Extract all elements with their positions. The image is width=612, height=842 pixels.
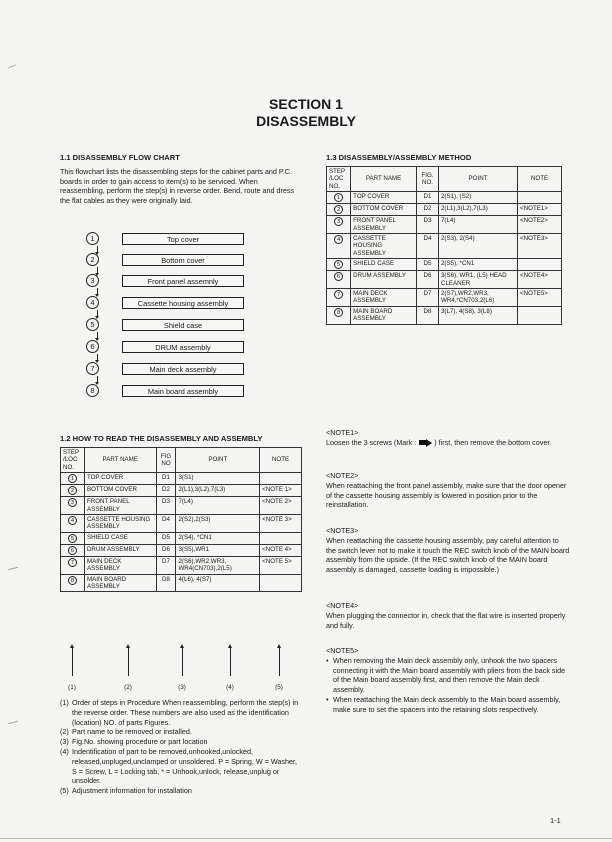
note-cell: <NOTE 1> xyxy=(260,485,302,497)
legend-item: (2) Part name to be removed or installed. xyxy=(60,727,192,737)
fig-cell: D5 xyxy=(156,532,176,544)
note-cell: <NOTE 3> xyxy=(260,515,302,533)
col-fig: FIG NO xyxy=(156,448,176,473)
scan-mark xyxy=(8,567,18,571)
part-name-cell: SHIELD CASE xyxy=(351,259,417,271)
flow-box-front-panel: Front panel assemnly xyxy=(122,275,244,287)
fig-cell: D6 xyxy=(417,271,439,289)
fig-cell: D8 xyxy=(156,574,176,592)
note-2-text: When reattaching the front panel assembly, make sure that the door opener of the cassette housing assembly is lowered in position prior to the reinstallation. xyxy=(326,480,567,510)
note-cell: <NOTE2> xyxy=(518,216,562,234)
part-name-cell: SHIELD CASE xyxy=(84,532,156,544)
pointer-label: (5) xyxy=(275,684,283,691)
flow-arrow-icon xyxy=(97,288,98,295)
part-name-cell: MAIN BOARD ASSEMBLY xyxy=(351,306,417,324)
fig-cell: D7 xyxy=(156,556,176,574)
point-cell: 3(S1) xyxy=(176,473,260,485)
fig-cell: D1 xyxy=(156,473,176,485)
note-1-text: Loosen the 3 screws (Mark : ) first, then remove the bottom cover. xyxy=(326,437,552,447)
legend-item: (1) Order of steps in Procedure When reassembling, perform the step(s) in the reverse order. These numbers are also used as the identification (location) NO. of parts Figures. xyxy=(60,698,299,727)
flow-step-3 xyxy=(86,274,256,288)
section-number: SECTION 1 xyxy=(269,96,343,112)
fig-cell: D5 xyxy=(417,259,439,271)
fig-cell: D6 xyxy=(156,544,176,556)
point-cell: 2(S7),WR2,WR3, WR4,*CN703,2(L6) xyxy=(438,289,517,307)
point-cell: 3(S5),WR1 xyxy=(176,544,260,556)
fig-cell: D2 xyxy=(156,485,176,497)
step-cell: 5 xyxy=(61,532,85,544)
note-cell xyxy=(260,473,302,485)
step-cell: 2 xyxy=(327,204,351,216)
pointer-label: (3) xyxy=(178,684,186,691)
note-5-bullet: • When removing the Main deck assembly only, unhook the two spacers connecting it with the Main board assembly with pliers from the back side of the Main board assembly first, and then remove the Main deck assembly. xyxy=(326,655,566,695)
col-part-name: PART NAME xyxy=(84,448,156,473)
step-cell: 1 xyxy=(327,192,351,204)
pointer-arrow-icon xyxy=(72,648,73,676)
note-4-text: When plugging the connector in, check that the flat wire is inserted properly and fully. xyxy=(326,610,566,630)
col-note: NOTE xyxy=(518,167,562,192)
flow-box-main-board: Main board assembly xyxy=(122,385,244,397)
note-2-title: <NOTE2> xyxy=(326,471,359,480)
part-name-cell: MAIN DECK ASSEMBLY xyxy=(351,289,417,307)
flow-step-4 xyxy=(86,296,256,310)
step-cell: 5 xyxy=(327,259,351,271)
flow-step-6 xyxy=(86,340,256,354)
note-3-text: When reattaching the cassette housing assembly, pay careful attention to the switch lever not to make it touch the REC switch knob of the MAIN board assembly from the upside. (If the REC switch knob of the MAIN board assembly is damaged, cassette loading is impossible.) xyxy=(326,535,570,575)
flow-arrow-icon xyxy=(97,332,98,339)
pointer-label: (4) xyxy=(226,684,234,691)
table-row xyxy=(327,216,562,234)
step-cell: 1 xyxy=(61,473,85,485)
step-cell: 8 xyxy=(61,574,85,592)
note-cell xyxy=(518,259,562,271)
scan-edge-line xyxy=(0,838,612,839)
flow-step-7 xyxy=(86,362,256,376)
pointer-arrow-icon xyxy=(128,648,129,676)
flow-step-1 xyxy=(86,232,256,246)
table-row xyxy=(327,192,562,204)
part-name-cell: TOP COVER xyxy=(351,192,417,204)
flow-box-drum: DRUM assembly xyxy=(122,341,244,353)
note-cell: <NOTE 5> xyxy=(260,556,302,574)
fig-cell: D4 xyxy=(156,515,176,533)
part-name-cell: CASSETTE HOUSING ASSEMBLY xyxy=(351,234,417,259)
col-fig: FIG. NO. xyxy=(417,167,439,192)
table-header-row xyxy=(61,448,302,473)
note-cell xyxy=(260,532,302,544)
fig-cell: D7 xyxy=(417,289,439,307)
table-row xyxy=(61,473,302,485)
part-name-cell: MAIN DECK ASSEMBLY xyxy=(84,556,156,574)
part-name-cell: MAIN BOARD ASSEMBLY xyxy=(84,574,156,592)
note-3 xyxy=(326,526,570,575)
part-name-cell: FRONT PANEL ASSEMBLY xyxy=(84,497,156,515)
table-row xyxy=(61,574,302,592)
part-name-cell: BOTTOM COVER xyxy=(351,204,417,216)
part-name-cell: CASSETTE HOUSING ASSEMBLY xyxy=(84,515,156,533)
flow-arrow-icon xyxy=(97,376,98,383)
step-number-circle: 7 xyxy=(86,362,99,375)
step-number-circle: 1 xyxy=(86,232,99,245)
note-cell: <NOTE 4> xyxy=(260,544,302,556)
flow-step-2 xyxy=(86,253,256,267)
col-part-name: PART NAME xyxy=(351,167,417,192)
table-row xyxy=(327,306,562,324)
part-name-cell: BOTTOM COVER xyxy=(84,485,156,497)
section-title: DISASSEMBLY xyxy=(256,113,356,129)
howto-table xyxy=(60,447,302,592)
step-number-circle: 3 xyxy=(86,274,99,287)
screw-mark-icon xyxy=(418,439,434,446)
flow-box-main-deck: Main deck assembly xyxy=(122,363,244,375)
pointer-label: (1) xyxy=(68,684,76,691)
fig-cell: D1 xyxy=(417,192,439,204)
part-name-cell: FRONT PANEL ASSEMBLY xyxy=(351,216,417,234)
flow-arrow-icon xyxy=(97,310,98,317)
step-cell: 7 xyxy=(61,556,85,574)
note-2 xyxy=(326,471,570,510)
table-row xyxy=(61,497,302,515)
pointer-arrow-icon xyxy=(230,648,231,676)
note-cell xyxy=(518,192,562,204)
scan-mark xyxy=(8,721,18,725)
table-row xyxy=(61,485,302,497)
table-row xyxy=(61,515,302,533)
note-cell: <NOTE5> xyxy=(518,289,562,307)
fig-cell: D3 xyxy=(417,216,439,234)
note-3-title: <NOTE3> xyxy=(326,526,359,535)
note-4 xyxy=(326,601,570,630)
col-note: NOTE xyxy=(260,448,302,473)
point-cell: 2(S5), *CN1 xyxy=(438,259,517,271)
table-row xyxy=(327,259,562,271)
step-number-circle: 4 xyxy=(86,296,99,309)
step-cell: 2 xyxy=(61,485,85,497)
step-cell: 6 xyxy=(327,271,351,289)
table-row xyxy=(327,234,562,259)
part-name-cell: DRUM ASSEMBLY xyxy=(84,544,156,556)
note-1-title: <NOTE1> xyxy=(326,428,359,437)
method-heading: 1.3 DISASSEMBLY/ASSEMBLY METHOD xyxy=(326,153,472,162)
table-row xyxy=(327,204,562,216)
flow-box-cassette-housing: Cassette housing assembly xyxy=(122,297,244,309)
note-cell: <NOTE4> xyxy=(518,271,562,289)
note-cell: <NOTE1> xyxy=(518,204,562,216)
flow-arrow-icon xyxy=(97,354,98,361)
col-step: STEP /LOC NO. xyxy=(327,167,351,192)
point-cell: 2(S2),2(S3) xyxy=(176,515,260,533)
pointer-arrow-icon xyxy=(182,648,183,676)
col-point: POINT xyxy=(438,167,517,192)
legend-item: (4) Indentification of part to be removed,unhooked,unlocked, released,unpluged,unclamped or unsoldered. P = Spring, W = Washer, S = Screw, L = Locking tab, * = Unhook,unlock, release,unplug or unsolder. xyxy=(60,746,297,786)
flowchart-intro: This flowchart lists the disassembling steps for the cabinet parts and P.C. boards in order to gain access to item(s) to be serviced. When reassembling, perform the step(s) in reverse order. Bend, route and dress the flat cables as they were originally laid. xyxy=(60,167,295,205)
fig-cell: D4 xyxy=(417,234,439,259)
flow-box-shield-case: Shield case xyxy=(122,319,244,331)
flow-arrow-icon xyxy=(97,246,98,253)
fig-cell: D2 xyxy=(417,204,439,216)
point-cell: 2(S1), (S2) xyxy=(438,192,517,204)
flow-box-bottom-cover: Bottom cover xyxy=(122,254,244,266)
step-cell: 3 xyxy=(61,497,85,515)
page-number: 1-1 xyxy=(550,816,561,825)
step-cell: 7 xyxy=(327,289,351,307)
col-step: STEP /LOC NO. xyxy=(61,448,85,473)
table-row xyxy=(327,289,562,307)
legend-list xyxy=(60,698,300,796)
note-cell: <NOTE 2> xyxy=(260,497,302,515)
point-cell: 2(L1),3(L2),7(L3) xyxy=(438,204,517,216)
table-row xyxy=(61,544,302,556)
point-cell: 4(L6), 4(S7) xyxy=(176,574,260,592)
point-cell: 3(S6), WR1, (L5) HEAD CLEANER xyxy=(438,271,517,289)
part-name-cell: DRUM ASSEMBLY xyxy=(351,271,417,289)
note-cell: <NOTE3> xyxy=(518,234,562,259)
col-point: POINT xyxy=(176,448,260,473)
table-row xyxy=(61,532,302,544)
table-row xyxy=(327,271,562,289)
step-number-circle: 6 xyxy=(86,340,99,353)
table-row xyxy=(61,556,302,574)
note-1 xyxy=(326,428,570,448)
point-cell: 2(S3), 2(S4) xyxy=(438,234,517,259)
flow-box-top-cover: Top cover xyxy=(122,233,244,245)
note-cell xyxy=(518,306,562,324)
note-5 xyxy=(326,646,570,715)
point-cell: 2(L1),3(L2),7(L3) xyxy=(176,485,260,497)
note-4-title: <NOTE4> xyxy=(326,601,359,610)
scan-mark xyxy=(8,64,16,68)
fig-cell: D3 xyxy=(156,497,176,515)
legend-item: (5) Adjustment information for installation xyxy=(60,786,192,796)
step-cell: 8 xyxy=(327,306,351,324)
flow-arrow-icon xyxy=(97,267,98,274)
step-cell: 4 xyxy=(327,234,351,259)
note-5-bullet: • When reattaching the Main deck assembly to the Main board assembly, make sure to set the spacers into the retaining slots respectively. xyxy=(326,694,561,714)
pointer-label: (2) xyxy=(124,684,132,691)
step-number-circle: 8 xyxy=(86,384,99,397)
point-cell: 7(L4) xyxy=(176,497,260,515)
point-cell: 2(S4), *CN1 xyxy=(176,532,260,544)
note-5-title: <NOTE5> xyxy=(326,646,359,655)
step-cell: 3 xyxy=(327,216,351,234)
note-cell xyxy=(260,574,302,592)
flow-step-8 xyxy=(86,384,256,398)
fig-cell: D8 xyxy=(417,306,439,324)
step-cell: 4 xyxy=(61,515,85,533)
method-table xyxy=(326,166,562,325)
flow-step-5 xyxy=(86,318,256,332)
step-number-circle: 5 xyxy=(86,318,99,331)
step-cell: 6 xyxy=(61,544,85,556)
part-name-cell: TOP COVER xyxy=(84,473,156,485)
legend-item: (3) Fig.No. showing procedure or part location xyxy=(60,737,208,747)
flowchart-heading: 1.1 DISASSEMBLY FLOW CHART xyxy=(60,153,180,162)
pointer-arrow-icon xyxy=(279,648,280,676)
howto-heading: 1.2 HOW TO READ THE DISASSEMBLY AND ASSEMBLY xyxy=(60,434,263,443)
point-cell: 2(S6),WR2,WR3, WR4(CN703),2(L5) xyxy=(176,556,260,574)
table-header-row xyxy=(327,167,562,192)
point-cell: 7(L4) xyxy=(438,216,517,234)
step-number-circle: 2 xyxy=(86,253,99,266)
point-cell: 3(L7), 4(S8), 3(L8) xyxy=(438,306,517,324)
